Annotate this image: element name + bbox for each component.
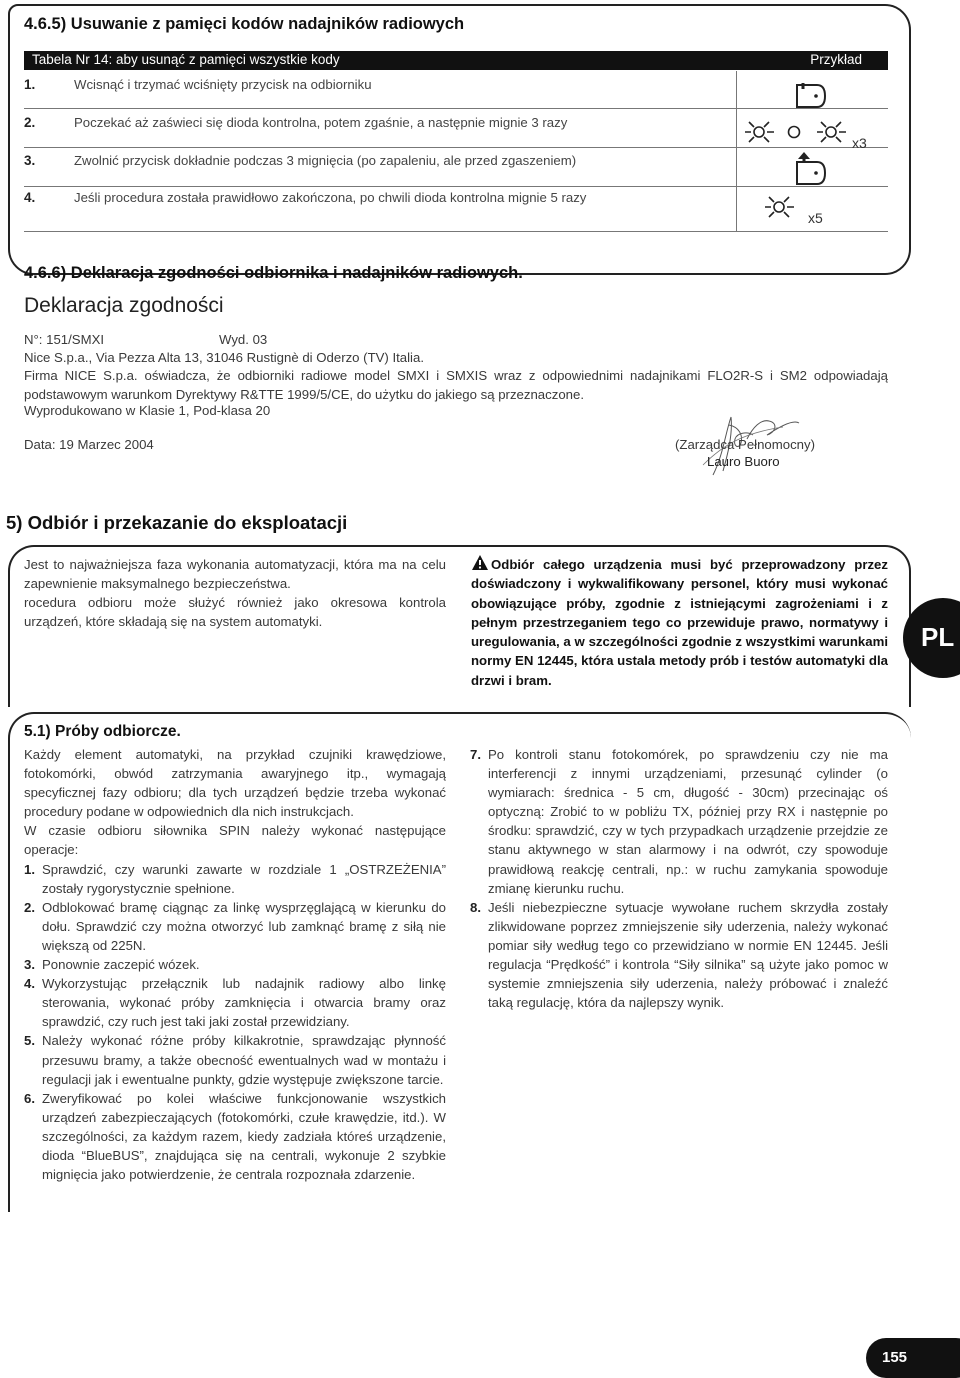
list-text: Odblokować bramę ciągnąc za linkę wysprzęglającą w kierunku do dołu. Sprawdzić czy można otworzyć lub zamknąć bramę z siłą nie większą od 225N.: [42, 899, 446, 953]
list-number: 1.: [24, 861, 35, 877]
list-item: [24, 1089, 446, 1184]
list-item: [470, 898, 888, 1013]
section-466-title: 4.6.6) Deklaracja zgodności odbiornika i nadajników radiowych.: [24, 264, 523, 282]
list-text: Sprawdzić, czy warunki zawarte w rozdziale 1 „OSTRZEŻENIA” zostały rygorystycznie spełnione.: [42, 861, 446, 896]
list-number: 4.: [24, 976, 35, 992]
led-on-icon: [763, 192, 799, 222]
list-item: [24, 898, 446, 955]
table-title: Tabela Nr 14: aby usunąć z pamięci wszystkie kody: [32, 52, 340, 67]
warning-icon: [471, 554, 489, 571]
led-off-icon: [786, 124, 802, 140]
example-label: Przykład: [810, 52, 862, 67]
class-line: Wyprodukowano w Klasie 1, Pod-klasa 20: [24, 403, 271, 418]
intro-paragraph: W czasie odbioru siłownika SPIN należy wykonać następujące operacje:: [24, 823, 446, 858]
section-5-warning: [471, 555, 888, 690]
x3-label: x3: [852, 135, 867, 151]
section-5-left: [24, 555, 446, 631]
section-5-paragraph: rocedura odbioru może służyć również jako okresowa kontrola urządzeń, które składają się na system automatyki.: [24, 595, 446, 630]
section-5-paragraph: Jest to najważniejsza faza wykonania automatyzacji, która ma na celu zapewnienie maksymalnego bezpieczeństwa.: [24, 557, 446, 592]
declaration-edition: Wyd. 03: [219, 332, 268, 347]
declaration-number: N°: 151/SMXI: [24, 332, 105, 347]
intro-paragraph: Każdy element automatyki, na przykład czujniki krawędziowe, fotokomórki, obwód zatrzymania awaryjnego itp., wymagają specyficznej fazy odbioru; dla tych urządzeń będzie trzeba wykonać procedury podane w odpowiednich dla nich instrukcjach.: [24, 747, 446, 820]
row-text: Wcisnąć i trzymać wciśnięty przycisk na odbiorniku: [74, 77, 372, 92]
warning-text: Odbiór całego urządzenia musi być przeprowadzony przez doświadczony i wykwalifikowany personel, który musi wykonać obowiązujące próby, zgodnie z istniejącymi zagrożeniami i z pełnym przestrzeganiem tego co przewiduje prawo, normatywy i uregulowania, a w szczególności zgodnie z wszystkimi warunkami normy EN 12445, która ustala metody prób i testów automatyki dla drzwi i bram.: [471, 557, 888, 688]
section-51-left: [24, 745, 446, 1184]
table-row: [24, 187, 888, 232]
signer-role: (Zarządca Pełnomocny): [675, 437, 815, 452]
section-51-title: 5.1) Próby odbiorcze.: [24, 723, 181, 740]
table-row: [24, 71, 888, 109]
section-51-right: [470, 745, 888, 1012]
list-item: [24, 955, 446, 974]
list-number: 2.: [24, 899, 35, 915]
list-number: 3.: [24, 957, 35, 973]
row-number: 1.: [24, 77, 36, 92]
language-badge: [903, 598, 960, 678]
section-5-title: 5) Odbiór i przekazanie do eksploatacji: [6, 512, 348, 533]
date-line: Data: 19 Marzec 2004: [24, 437, 154, 452]
language-label: PL: [921, 622, 955, 652]
led-on-icon: [743, 117, 779, 147]
row-number: 3.: [24, 153, 36, 168]
led-on-icon: [815, 117, 851, 147]
signer-name: Lauro Buoro: [707, 454, 780, 469]
row-text: Jeśli procedura została prawidłowo zakończona, po chwili dioda kontrolna mignie 5 razy: [74, 190, 587, 205]
list-number: 7.: [470, 747, 481, 762]
list-item: [24, 1031, 446, 1088]
list-number: 5.: [24, 1033, 35, 1049]
table-header: [24, 51, 888, 70]
page-number: 155: [882, 1349, 908, 1366]
list-text: Jeśli niebezpieczne sytuacje wywołane ruchem skrzydła zostały zlikwidowane poprzez zmniejszenie siły uderzenia, należy wykonać pomiar siły według tego co przewidziano w normie EN 12445. Jeśli regulacja “Prędkość” i kontrola “Siły silnika” są użyte jako pomoc w systemie zmniejszenia siły uderzenia, należy próbować i znaleźć taką regulację, która da najlepszy wynik.: [488, 899, 888, 1011]
row-number: 4.: [24, 190, 36, 205]
list-text: Ponownie zaczepić wózek.: [42, 957, 200, 973]
list-text: Należy wykonać różne próby kilkakrotnie, sprawdzając płynność przesuwu bramy, a także obecność ewentualnych wad w montażu i regulacji jak i ewentualne punkty, gdzie występuje zwiększone tarcie.: [42, 1033, 446, 1087]
button-press-icon: [795, 83, 827, 109]
list-item: [24, 860, 446, 898]
list-text: Wykorzystując przełącznik lub nadajnik radiowy albo linkę sterowania, wykonać próby zamknięcia i otwarcia bramy oraz sprawdzić, czy ruch jest taki jaki został przewidziany.: [42, 976, 446, 1030]
list-number: 8.: [470, 899, 481, 915]
list-text: Zweryfikować po kolei właściwe funkcjonowanie wszystkich urządzeń zabezpieczających (fotokomórki, czułe krawędzie, itd.). W szczególności, za każdym razem, kiedy zadziała któreś urządzenie, dioda “BlueBUS”, znajdująca się na centrali, wykonuje 2 szybkie mignięcia jako potwierdzenie, że centrala rozpoznała zdarzenie.: [42, 1090, 446, 1183]
company-line: Nice S.p.a., Via Pezza Alta 13, 31046 Rustignè di Oderzo (TV) Italia.: [24, 350, 424, 365]
page-number-badge: [866, 1338, 960, 1378]
list-text: Po kontroli stanu fotokomórek, po sprawdzeniu czy nie ma interferencji z innymi urządzeniami, przesunąć cylinder (o wymiarach: średnica - 5 cm, długość - 30cm) przecinając oś optyczną: Zrobić to w pobliżu TX, później przy RX i następnie po środku: sprawdzić, czy w tych przypadkach urządzenie przejdzie ze stanu aktywnego w stan alarmowy i na odwrót, czy spowoduje prawidłową reakcję centrali, np.: w ruchu zamykania spowoduje zmianę kierunku ruchu.: [488, 747, 888, 896]
row-number: 2.: [24, 115, 36, 130]
row-text: Zwolnić przycisk dokładnie podczas 3 mignięcia (po zapaleniu, ale przed zgaszeniem): [74, 153, 577, 168]
declaration-text: Firma NICE S.p.a. oświadcza, że odbiorniki radiowe model SMXI i SMXIS wraz z odpowiednimi nadajnikami FLO2R-S i SM2 odpowiadają podstawowym warunkom Dyrektywy R&TTE 1999/5/CE, do użytku do jakiego są przeznaczone.: [24, 368, 888, 402]
list-item: [470, 745, 888, 898]
table-row: [24, 148, 888, 187]
list-number: 6.: [24, 1090, 35, 1106]
button-release-icon: [795, 152, 827, 186]
row-text: Poczekać aż zaświeci się dioda kontrolna, potem zgaśnie, a następnie mignie 3 razy: [74, 115, 568, 130]
x5-label: x5: [808, 210, 823, 226]
declaration-heading: Deklaracja zgodności: [24, 294, 224, 317]
list-item: [24, 974, 446, 1031]
section-465-title: 4.6.5) Usuwanie z pamięci kodów nadajników radiowych: [24, 15, 465, 33]
